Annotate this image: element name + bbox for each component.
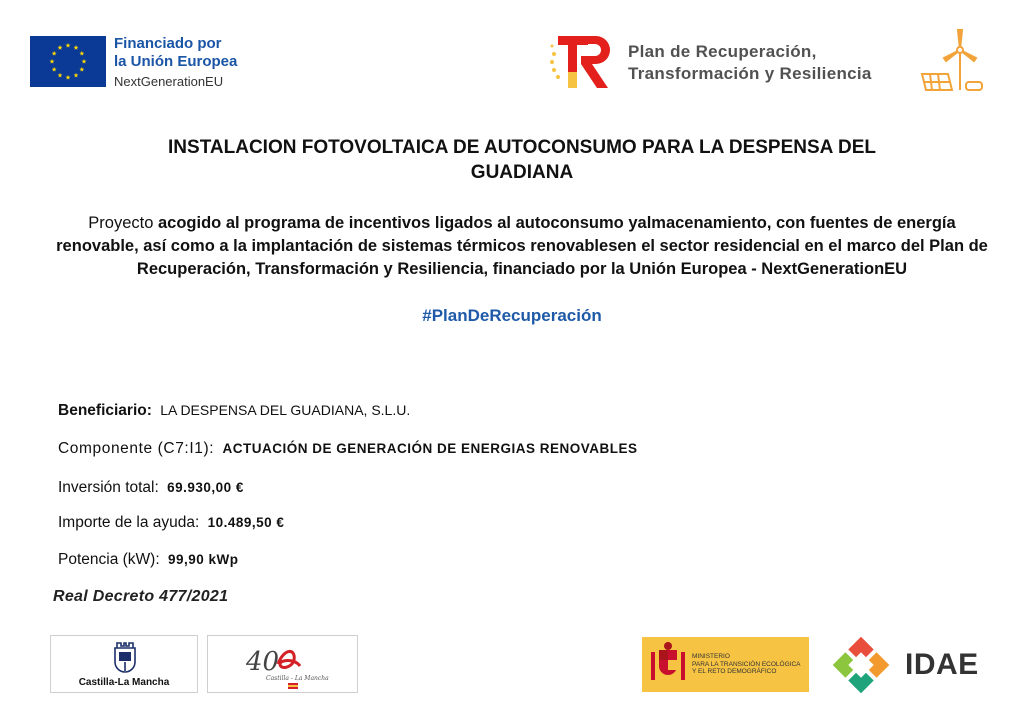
eu-star-icon	[50, 59, 55, 64]
eu-funded-line1: Financiado por	[114, 35, 222, 52]
potencia-label: Potencia (kW):	[58, 551, 160, 568]
beneficiario-row	[58, 402, 410, 420]
ministerio-line2: PARA LA TRANSICIÓN ECOLÓGICA	[692, 660, 801, 668]
eu-funding-logo	[30, 36, 237, 90]
project-body: acogido al programa de incentivos ligados al autoconsumo yalmacenamiento, con fuentes de energía renovable, así como a la implantación de sistemas térmicos renovablesen el sector residencial en el marco del Plan de Recuperación, Transformación y Resiliencia, financiado por la Unión Europea - NextGenerationEU	[56, 214, 988, 278]
hashtag: #PlanDeRecuperación	[422, 306, 602, 325]
document-title-line1: INSTALACION FOTOVOLTAICA DE AUTOCONSUMO PARA LA DESPENSA DEL	[168, 137, 876, 158]
eu-star-icon	[66, 43, 71, 48]
importe-row	[58, 514, 284, 532]
plan-recuperacion-logo	[548, 34, 872, 92]
inversion-value: 69.930,00 €	[167, 480, 244, 495]
eu-star-icon	[58, 45, 63, 50]
eu-star-icon	[74, 73, 79, 78]
document-title	[60, 135, 984, 185]
prtr-logo-icon	[548, 34, 612, 92]
ministerio-transicion-ecologica-logo	[642, 637, 809, 692]
componente-value: ACTUACIÓN DE GENERACIÓN DE ENERGIAS RENOVABLES	[222, 441, 638, 456]
idae-logo	[823, 636, 993, 694]
eu-star-icon	[58, 73, 63, 78]
idae-wordmark: IDAE	[905, 648, 979, 681]
importe-value: 10.489,50 €	[207, 515, 285, 530]
beneficiario-label: Beneficiario:	[58, 402, 152, 419]
importe-label: Importe de la ayuda:	[58, 514, 200, 531]
inversion-row	[58, 479, 244, 497]
plan-title-line2: Transformación y Resiliencia	[628, 64, 872, 83]
eu-star-icon	[66, 75, 71, 80]
eu-star-icon	[79, 51, 84, 56]
beneficiario-value: LA DESPENSA DEL GUADIANA, S.L.U.	[160, 402, 411, 418]
potencia-row	[58, 551, 238, 569]
spain-coat-of-arms-icon	[648, 640, 688, 690]
plan-title-line1: Plan de Recuperación,	[628, 42, 817, 61]
project-description	[56, 212, 988, 281]
eu-star-icon	[52, 51, 57, 56]
real-decreto: Real Decreto 477/2021	[53, 588, 229, 605]
castilla-la-mancha-logo	[50, 635, 198, 693]
castilla-la-mancha-crest-icon	[51, 636, 199, 676]
ministerio-line1: MINISTERIO	[692, 653, 730, 660]
potencia-value: 99,90 kWp	[167, 552, 239, 567]
ministerio-line3: Y EL RETO DEMOGRÁFICO	[692, 668, 777, 675]
forty-years-logo	[207, 635, 358, 693]
eu-star-icon	[79, 67, 84, 72]
eu-funded-line2: la Unión Europea	[114, 53, 238, 70]
clm-caption: Castilla-La Mancha	[78, 677, 170, 688]
document-title-line2: GUADIANA	[470, 162, 574, 183]
eu-nextgen-label: NextGenerationEU	[114, 74, 224, 89]
componente-label: Componente (C7:I1):	[58, 440, 215, 457]
eu-flag-icon	[30, 36, 106, 87]
eu-star-icon	[74, 45, 79, 50]
forty-text: 40	[246, 647, 280, 677]
wind-turbine-solar-icon	[918, 28, 988, 96]
project-lead: Proyecto	[88, 214, 154, 232]
componente-row	[58, 440, 638, 458]
inversion-label: Inversión total:	[58, 479, 159, 496]
eu-star-icon	[82, 59, 87, 64]
idae-logo-icon	[823, 636, 903, 694]
forty-subtitle: Castilla - La Mancha	[266, 675, 329, 682]
eu-star-icon	[52, 67, 57, 72]
